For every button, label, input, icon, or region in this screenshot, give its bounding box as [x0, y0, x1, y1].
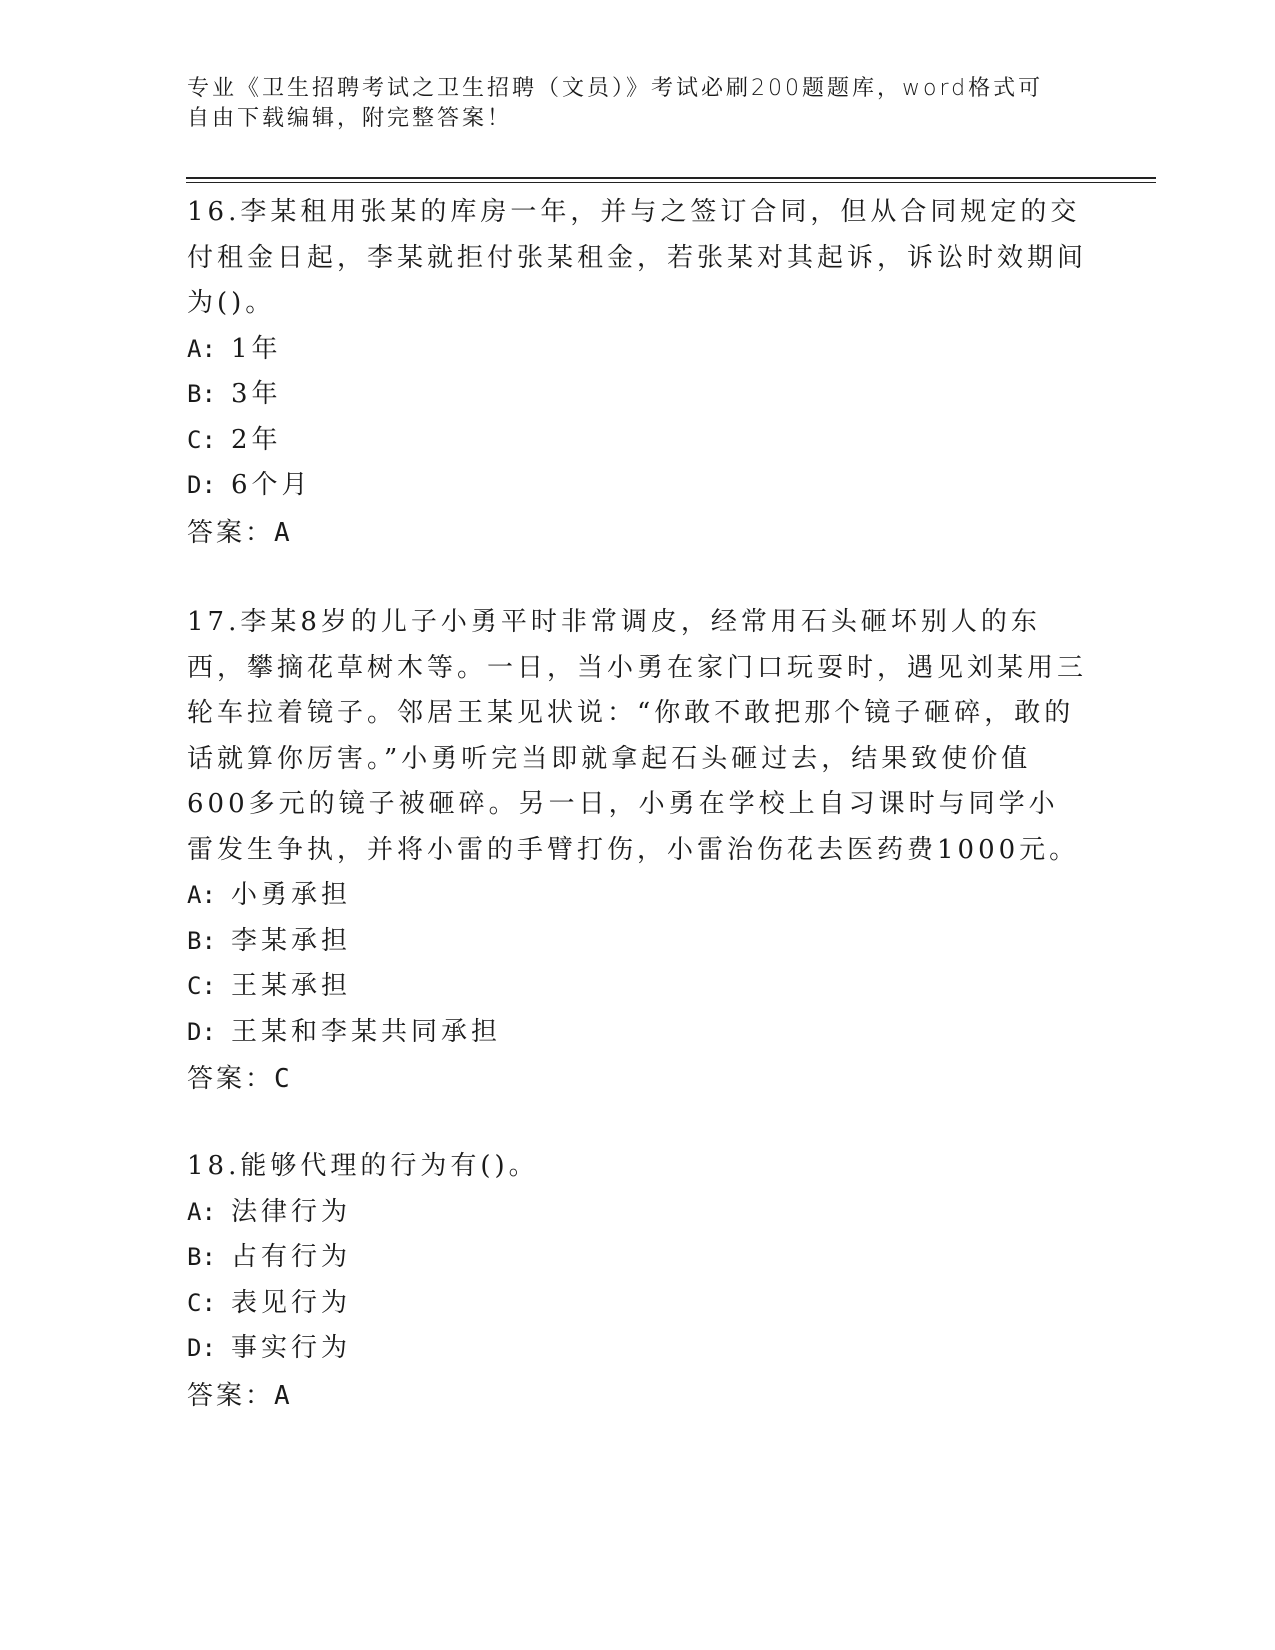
option-text: 1年: [231, 333, 282, 364]
option-text: 王某和李某共同承担: [231, 1016, 502, 1047]
question-stem: 18.能够代理的行为有()。: [187, 1151, 539, 1181]
question-16: [187, 190, 1087, 557]
option-a: [187, 1190, 1087, 1236]
answer-label: 答案：: [187, 1380, 275, 1411]
option-b: [187, 1235, 1087, 1281]
option-d: [187, 463, 1087, 509]
answer-label: 答案：: [187, 517, 275, 548]
option-c: [187, 964, 1087, 1010]
answer-value: C: [274, 1064, 292, 1094]
header-divider-thin: [186, 182, 1156, 183]
option-text: 3年: [231, 379, 282, 409]
option-text: 小勇承担: [231, 880, 352, 910]
question-stem: 17.李某8岁的儿子小勇平时非常调皮，经常用石头砸坏别人的东西，攀摘花草树木等。一日，当小勇在家门口玩耍时，遇见刘某用三轮车拉着镜子。邻居王某见状说：“你敢不敢把那个镜子砸碎，敢的话就算你厉害。”小勇听完当即就拿起石头砸过去，结果致使价值600多元的镜子被砸碎。另一日，小勇在学校上自习课时与同学小雷发生争执，并将小雷的手臂打伤，小雷治伤花去医药费1000元。: [187, 607, 1088, 865]
option-letter: A:: [187, 1197, 216, 1226]
option-letter: C:: [187, 1288, 216, 1317]
option-letter: C:: [187, 972, 216, 1000]
option-letter: A:: [187, 334, 216, 363]
option-letter: A:: [187, 881, 216, 909]
option-a: [187, 873, 1087, 919]
option-text: 2年: [231, 424, 282, 455]
answer-line: [187, 509, 1087, 557]
option-text: 占有行为: [231, 1242, 352, 1272]
answer-label: 答案：: [187, 1064, 275, 1094]
option-c: [187, 418, 1087, 464]
answer-value: A: [274, 1380, 292, 1411]
option-letter: D:: [187, 1017, 216, 1046]
option-b: [187, 919, 1087, 965]
option-text: 李某承担: [231, 925, 352, 956]
option-text: 法律行为: [231, 1196, 352, 1227]
option-a: [187, 327, 1087, 373]
option-b: [187, 372, 1087, 418]
question-17: [187, 600, 1087, 1103]
answer-value: A: [274, 517, 292, 548]
option-text: 6个月: [231, 470, 312, 500]
document-header: 专业《卫生招聘考试之卫生招聘（文员）》考试必刷200题题库，word格式可自由下载编辑，附完整答案！: [187, 76, 1044, 131]
option-letter: D:: [187, 1334, 216, 1362]
option-letter: B:: [187, 926, 216, 955]
option-text: 事实行为: [231, 1333, 352, 1363]
question-stem: 16.李某租用张某的库房一年，并与之签订合同，但从合同规定的交付租金日起，李某就拒付张某租金，若张某对其起诉，诉讼时效期间为()。: [187, 197, 1088, 318]
header-divider-thick: [186, 177, 1156, 179]
answer-line: [187, 1055, 1087, 1103]
question-18: [187, 1144, 1087, 1420]
option-d: [187, 1010, 1087, 1056]
option-letter: B:: [187, 1243, 216, 1271]
option-letter: B:: [187, 380, 216, 408]
option-c: [187, 1281, 1087, 1327]
option-letter: D:: [187, 471, 216, 499]
option-letter: C:: [187, 425, 216, 454]
option-text: 表见行为: [231, 1287, 352, 1318]
option-text: 王某承担: [231, 971, 352, 1001]
answer-line: [187, 1372, 1087, 1420]
option-d: [187, 1326, 1087, 1372]
